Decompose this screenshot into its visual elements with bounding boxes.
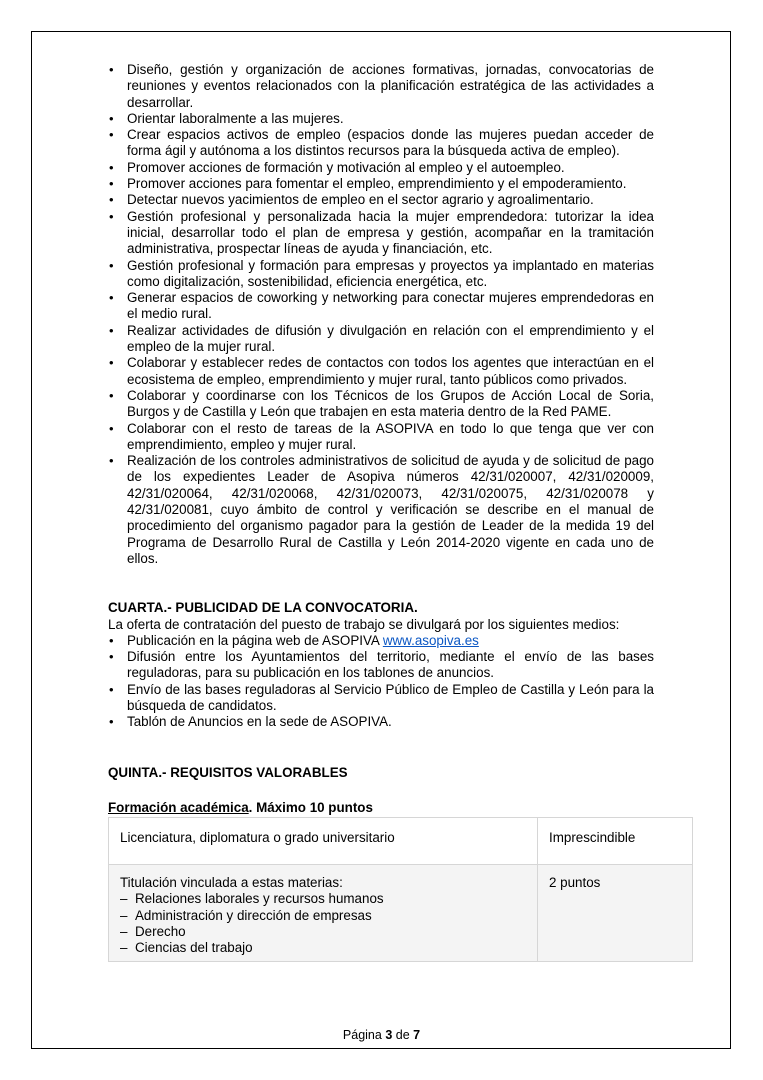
dash-item: – Administración y dirección de empresas [120, 908, 526, 924]
list-item: • Tablón de Anuncios en la sede de ASOPIVA. [108, 714, 654, 730]
table-row [109, 818, 693, 865]
formacion-heading [108, 800, 654, 816]
list-item: • Gestión profesional y personalizada hacia la mujer emprendedora: tutorizar la idea inicial, desarrollar todo el plan de empresa y gestión, acompañar en la tramitación administrativa, prospectar líneas de ayuda y financiación, etc. [108, 209, 654, 258]
list-item: • Realización de los controles administrativos de solicitud de ayuda y de solicitud de pago de los expedientes Leader de Asopiva números 42/31/020007, 42/31/020009, 42/31/020064, 42/31/020068, 42/31/020073, 42/31/020075, 42/31/020078 y 42/31/020081, cuyo ámbito de control y verificación se describe en el manual de procedimiento del organismo pagador para la gestión de Leader de la medida 19 del Programa de Desarrollo Rural de Castilla y León 2014-2020 vigente en cada uno de ellos. [108, 453, 654, 567]
section-heading-quinta: QUINTA.- REQUISITOS VALORABLES [108, 764, 348, 780]
cuarta-intro: La oferta de contratación del puesto de trabajo se divulgará por los siguientes medios: [108, 616, 620, 632]
requirement-cell [109, 865, 538, 962]
page-content [108, 62, 654, 962]
requirements-table [108, 817, 693, 962]
dash-item: – Derecho [120, 924, 526, 940]
score-cell: Imprescindible [538, 818, 693, 865]
section-heading-cuarta: CUARTA.- PUBLICIDAD DE LA CONVOCATORIA. [108, 600, 418, 616]
formacion-max: . Máximo 10 puntos [248, 799, 373, 815]
list-item: • Detectar nuevos yacimientos de empleo en el sector agrario y agroalimentario. [108, 192, 654, 208]
list-item: • Promover acciones para fomentar el empleo, emprendimiento y el empoderamiento. [108, 176, 654, 192]
duties-list [108, 62, 654, 567]
table-row [109, 865, 693, 962]
list-item: • Orientar laboralmente a las mujeres. [108, 111, 654, 127]
requirement-intro: Titulación vinculada a estas materias: [120, 875, 343, 891]
list-item: • Colaborar y establecer redes de contactos con todos los agentes que interactúan en el ecosistema de empleo, emprendimiento y mujer rural, tanto públicos como privados. [108, 355, 654, 388]
list-item: • Realizar actividades de difusión y divulgación en relación con el emprendimiento y el empleo de la mujer rural. [108, 323, 654, 356]
page-number: 3 [385, 1028, 393, 1042]
publicity-list [108, 633, 654, 731]
list-item: • Colaborar con el resto de tareas de la ASOPIVA en todo lo que tenga que ver con emprendimiento, empleo y mujer rural. [108, 421, 654, 454]
footer-mid: de [392, 1028, 414, 1042]
footer-prefix: Página [342, 1028, 386, 1042]
dash-item: – Relaciones laborales y recursos humanos [120, 891, 526, 907]
list-item: • Diseño, gestión y organización de acciones formativas, jornadas, convocatorias de reuniones y eventos relacionados con la planificación estratégica de las actividades a desarrollar. [108, 62, 654, 111]
list-item: • Promover acciones de formación y motivación al empleo y el autoempleo. [108, 160, 654, 176]
dash-item: – Ciencias del trabajo [120, 940, 526, 956]
list-item: • Gestión profesional y formación para empresas y proyectos ya implantado en materias como digitalización, sostenibilidad, eficiencia energética, etc. [108, 258, 654, 291]
page-footer [0, 1028, 763, 1042]
list-item: • Colaborar y coordinarse con los Técnicos de los Grupos de Acción Local de Soria, Burgos y de Castilla y León que trabajen en esta materia dentro de la Red PAME. [108, 388, 654, 421]
formacion-label: Formación académica [108, 799, 249, 815]
page-total: 7 [413, 1028, 421, 1042]
score-cell: 2 puntos [538, 865, 693, 962]
list-item-text: Publicación en la página web de ASOPIVA [127, 632, 383, 648]
requirement-cell: Licenciatura, diplomatura o grado universitario [109, 818, 538, 865]
website-link[interactable]: www.asopiva.es [382, 632, 479, 648]
list-item: • Difusión entre los Ayuntamientos del territorio, mediante el envío de las bases reguladoras, para su publicación en los tablones de anuncios. [108, 649, 654, 682]
list-item: • Crear espacios activos de empleo (espacios donde las mujeres puedan acceder de forma ágil y autónoma a los distintos recursos para la búsqueda activa de empleo). [108, 127, 654, 160]
list-item: • Envío de las bases reguladoras al Servicio Público de Empleo de Castilla y León para la búsqueda de candidatos. [108, 682, 654, 715]
list-item [108, 633, 654, 649]
list-item: • Generar espacios de coworking y networking para conectar mujeres emprendedoras en el medio rural. [108, 290, 654, 323]
